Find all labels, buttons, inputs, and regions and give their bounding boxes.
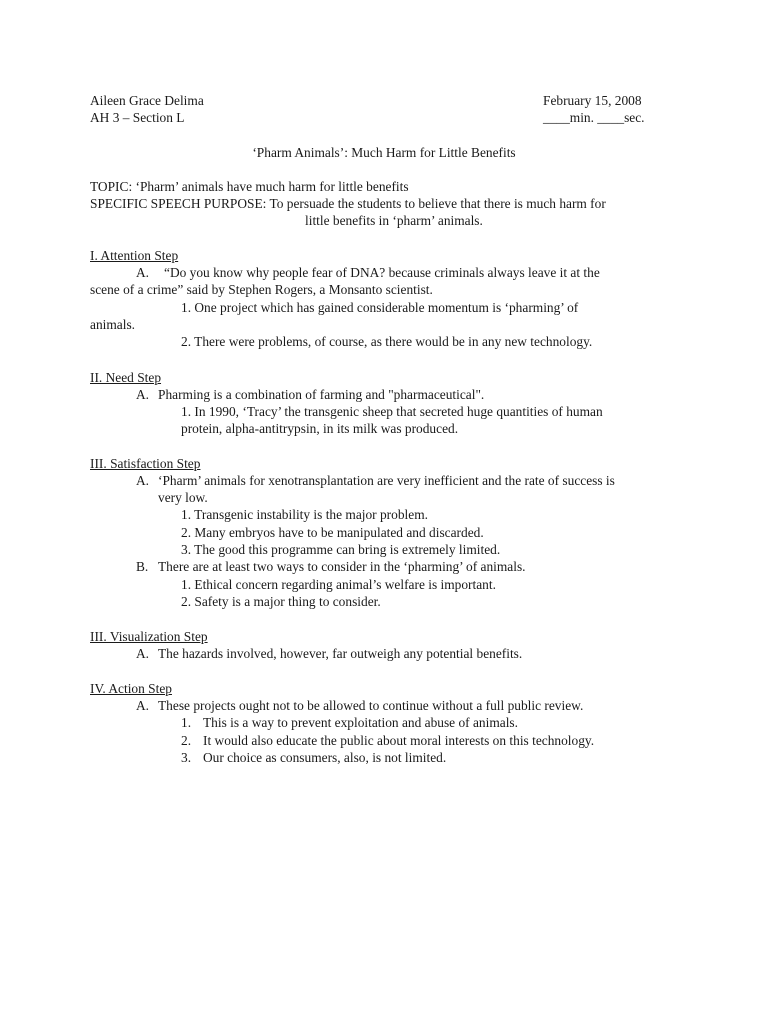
attention-a-marker: A.: [136, 265, 150, 280]
author-name: Aileen Grace Delima: [90, 93, 204, 108]
attention-a-line-2: scene of a crime” said by Stephen Rogers, a Monsanto scientist.: [90, 282, 433, 297]
need-a-marker: A.: [136, 387, 150, 402]
purpose-line-2: little benefits in ‘pharm’ animals.: [305, 213, 483, 228]
need-heading: II. Need Step: [90, 370, 162, 385]
attention-point-1-line-1: 1. One project which has gained considerable momentum is ‘pharming’ of: [181, 300, 579, 315]
time-blank: ____min. ____sec.: [543, 110, 645, 125]
attention-point-1-line-2: animals.: [90, 317, 135, 332]
action-a-marker: A.: [136, 698, 150, 713]
satisfaction-a-line-1: ‘Pharm’ animals for xenotransplantation are very inefficient and the rate of success is: [158, 473, 615, 488]
satisfaction-a-item: 3. The good this programme can bring is extremely limited.: [181, 542, 501, 557]
action-heading: IV. Action Step: [90, 681, 172, 696]
action-item-text: Our choice as consumers, also, is not limited.: [203, 750, 447, 765]
need-point-1-line-1: 1. In 1990, ‘Tracy’ the transgenic sheep that secreted huge quantities of human: [181, 404, 603, 419]
purpose-line-1: SPECIFIC SPEECH PURPOSE: To persuade the students to believe that there is much harm for: [90, 196, 606, 211]
action-item-text: It would also educate the public about moral interests on this technology.: [203, 733, 595, 748]
satisfaction-heading: III. Satisfaction Step: [90, 456, 201, 471]
attention-heading: I. Attention Step: [90, 248, 179, 263]
satisfaction-a-item: 1. Transgenic instability is the major problem.: [181, 507, 428, 522]
action-item-marker: 2.: [181, 733, 192, 748]
need-point-1-line-2: protein, alpha-antitrypsin, in its milk was produced.: [181, 421, 459, 436]
class-section: AH 3 – Section L: [90, 110, 185, 125]
attention-point-2: 2. There were problems, of course, as there would be in any new technology.: [181, 334, 593, 349]
satisfaction-b-item: 2. Safety is a major thing to consider.: [181, 594, 381, 609]
visualization-a-marker: A.: [136, 646, 150, 661]
action-item-marker: 1.: [181, 715, 192, 730]
satisfaction-a-item: 2. Many embryos have to be manipulated and discarded.: [181, 525, 484, 540]
speech-date: February 15, 2008: [543, 93, 642, 108]
topic-line: TOPIC: ‘Pharm’ animals have much harm for little benefits: [90, 179, 409, 194]
satisfaction-b-text: There are at least two ways to consider in the ‘pharming’ of animals.: [158, 559, 526, 574]
action-item-marker: 3.: [181, 750, 192, 765]
action-a-text: These projects ought not to be allowed to continue without a full public review.: [158, 698, 584, 713]
speech-title: ‘Pharm Animals’: Much Harm for Little Benefits: [252, 145, 516, 160]
visualization-a-text: The hazards involved, however, far outweigh any potential benefits.: [158, 646, 523, 661]
visualization-heading: III. Visualization Step: [90, 629, 208, 644]
satisfaction-a-marker: A.: [136, 473, 150, 488]
action-item-text: This is a way to prevent exploitation and abuse of animals.: [203, 715, 518, 730]
attention-a-line-1: “Do you know why people fear of DNA? because criminals always leave it at the: [164, 265, 600, 280]
satisfaction-a-line-2: very low.: [158, 490, 208, 505]
satisfaction-b-item: 1. Ethical concern regarding animal’s welfare is important.: [181, 577, 496, 592]
need-a-text: Pharming is a combination of farming and "pharmaceutical".: [158, 387, 485, 402]
satisfaction-b-marker: B.: [136, 559, 149, 574]
